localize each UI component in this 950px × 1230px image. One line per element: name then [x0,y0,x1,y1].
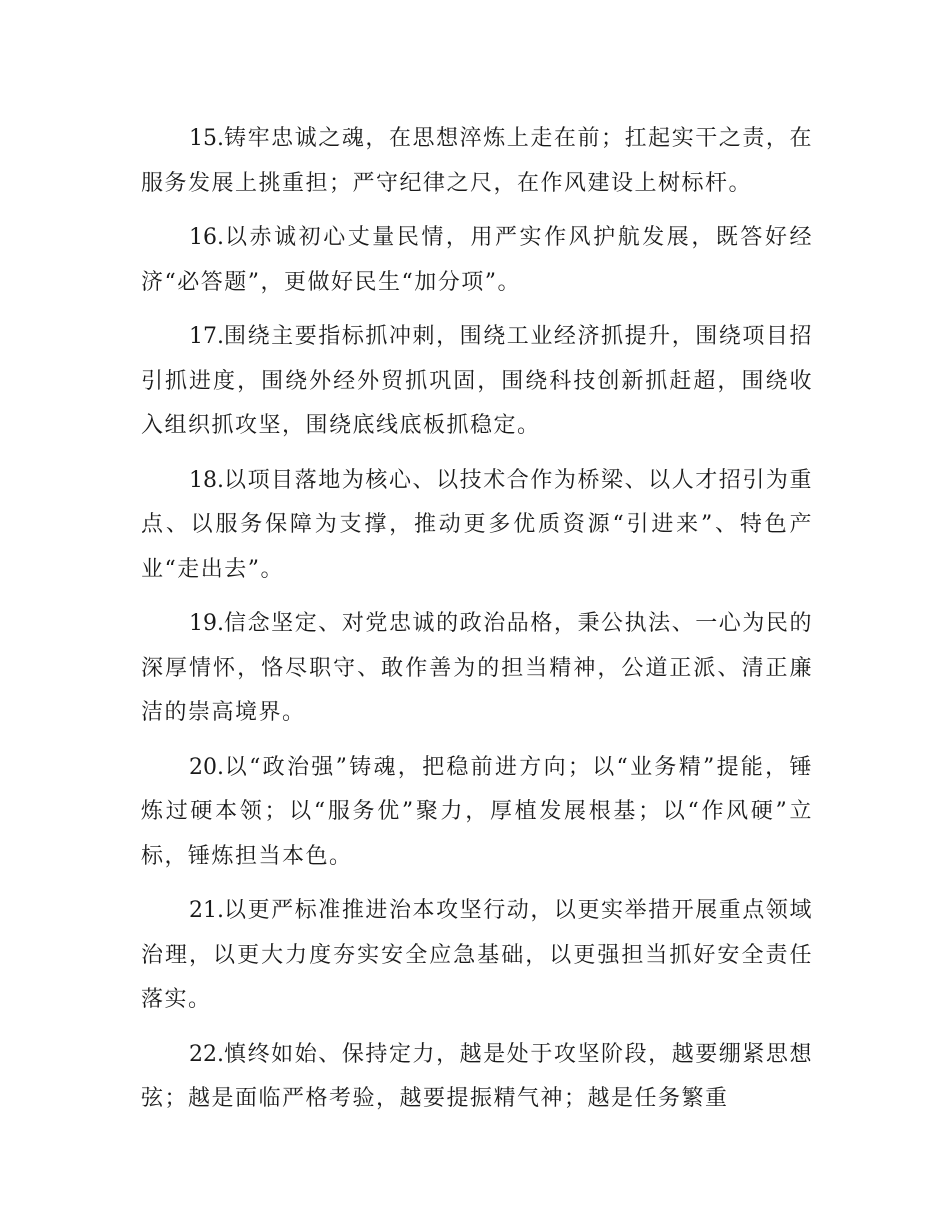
paragraph-text: 慎终如始、保持定力，越是处于攻坚阶段，越要绷紧思想弦；越是面临严格考验，越要提振精气神；越是任务繁重 [141,1041,813,1111]
paragraph-text: 铸牢忠诚之魂，在思想淬炼上走在前；扛起实干之责，在服务发展上挑重担；严守纪律之尺，在作风建设上树标杆。 [141,126,813,196]
paragraph-number: 20. [189,754,224,780]
paragraph-text: 围绕主要指标抓冲刺，围绕工业经济抓提升，围绕项目招引抓进度，围绕外经外贸抓巩固，围绕科技创新抓赶超，围绕收入组织抓攻坚，围绕底线底板抓稳定。 [141,324,813,438]
paragraph-text: 以更严标准推进治本攻坚行动，以更实举措开展重点领域治理，以更大力度夯实安全应急基础，以更强担当抓好安全责任落实。 [141,898,813,1012]
paragraph-22 [141,1033,813,1122]
document-body [141,117,813,1132]
paragraph-15 [141,117,813,206]
paragraph-18 [141,459,813,593]
paragraph-number: 16. [189,225,224,250]
paragraph-text: 以“政治强”铸魂，把稳前进方向；以“业务精”提能，锤炼过硬本领；以“服务优”聚力，厚植发展根基；以“作风硬”立标，锤炼担当本色。 [141,754,813,869]
paragraph-17 [141,315,813,449]
paragraph-number: 19. [189,611,224,636]
paragraph-number: 22. [189,1041,224,1067]
paragraph-number: 15. [189,126,224,151]
paragraph-text: 以赤诚初心丈量民情，用严实作风护航发展，既答好经济“必答题”，更做好民生“加分项”。 [141,225,813,295]
paragraph-16 [141,216,813,305]
paragraph-text: 信念坚定、对党忠诚的政治品格，秉公执法、一心为民的深厚情怀，恪尽职守、敢作善为的担当精神，公道正派、清正廉洁的崇高境界。 [141,611,813,725]
paragraph-20 [141,746,813,880]
paragraph-19 [141,602,813,736]
paragraph-number: 17. [189,324,224,349]
paragraph-text: 以项目落地为核心、以技术合作为桥梁、以人才招引为重点、以服务保障为支撑，推动更多优质资源“引进来”、特色产业“走出去”。 [141,467,813,582]
paragraph-number: 18. [189,467,224,493]
paragraph-number: 21. [189,898,224,923]
paragraph-21 [141,889,813,1023]
